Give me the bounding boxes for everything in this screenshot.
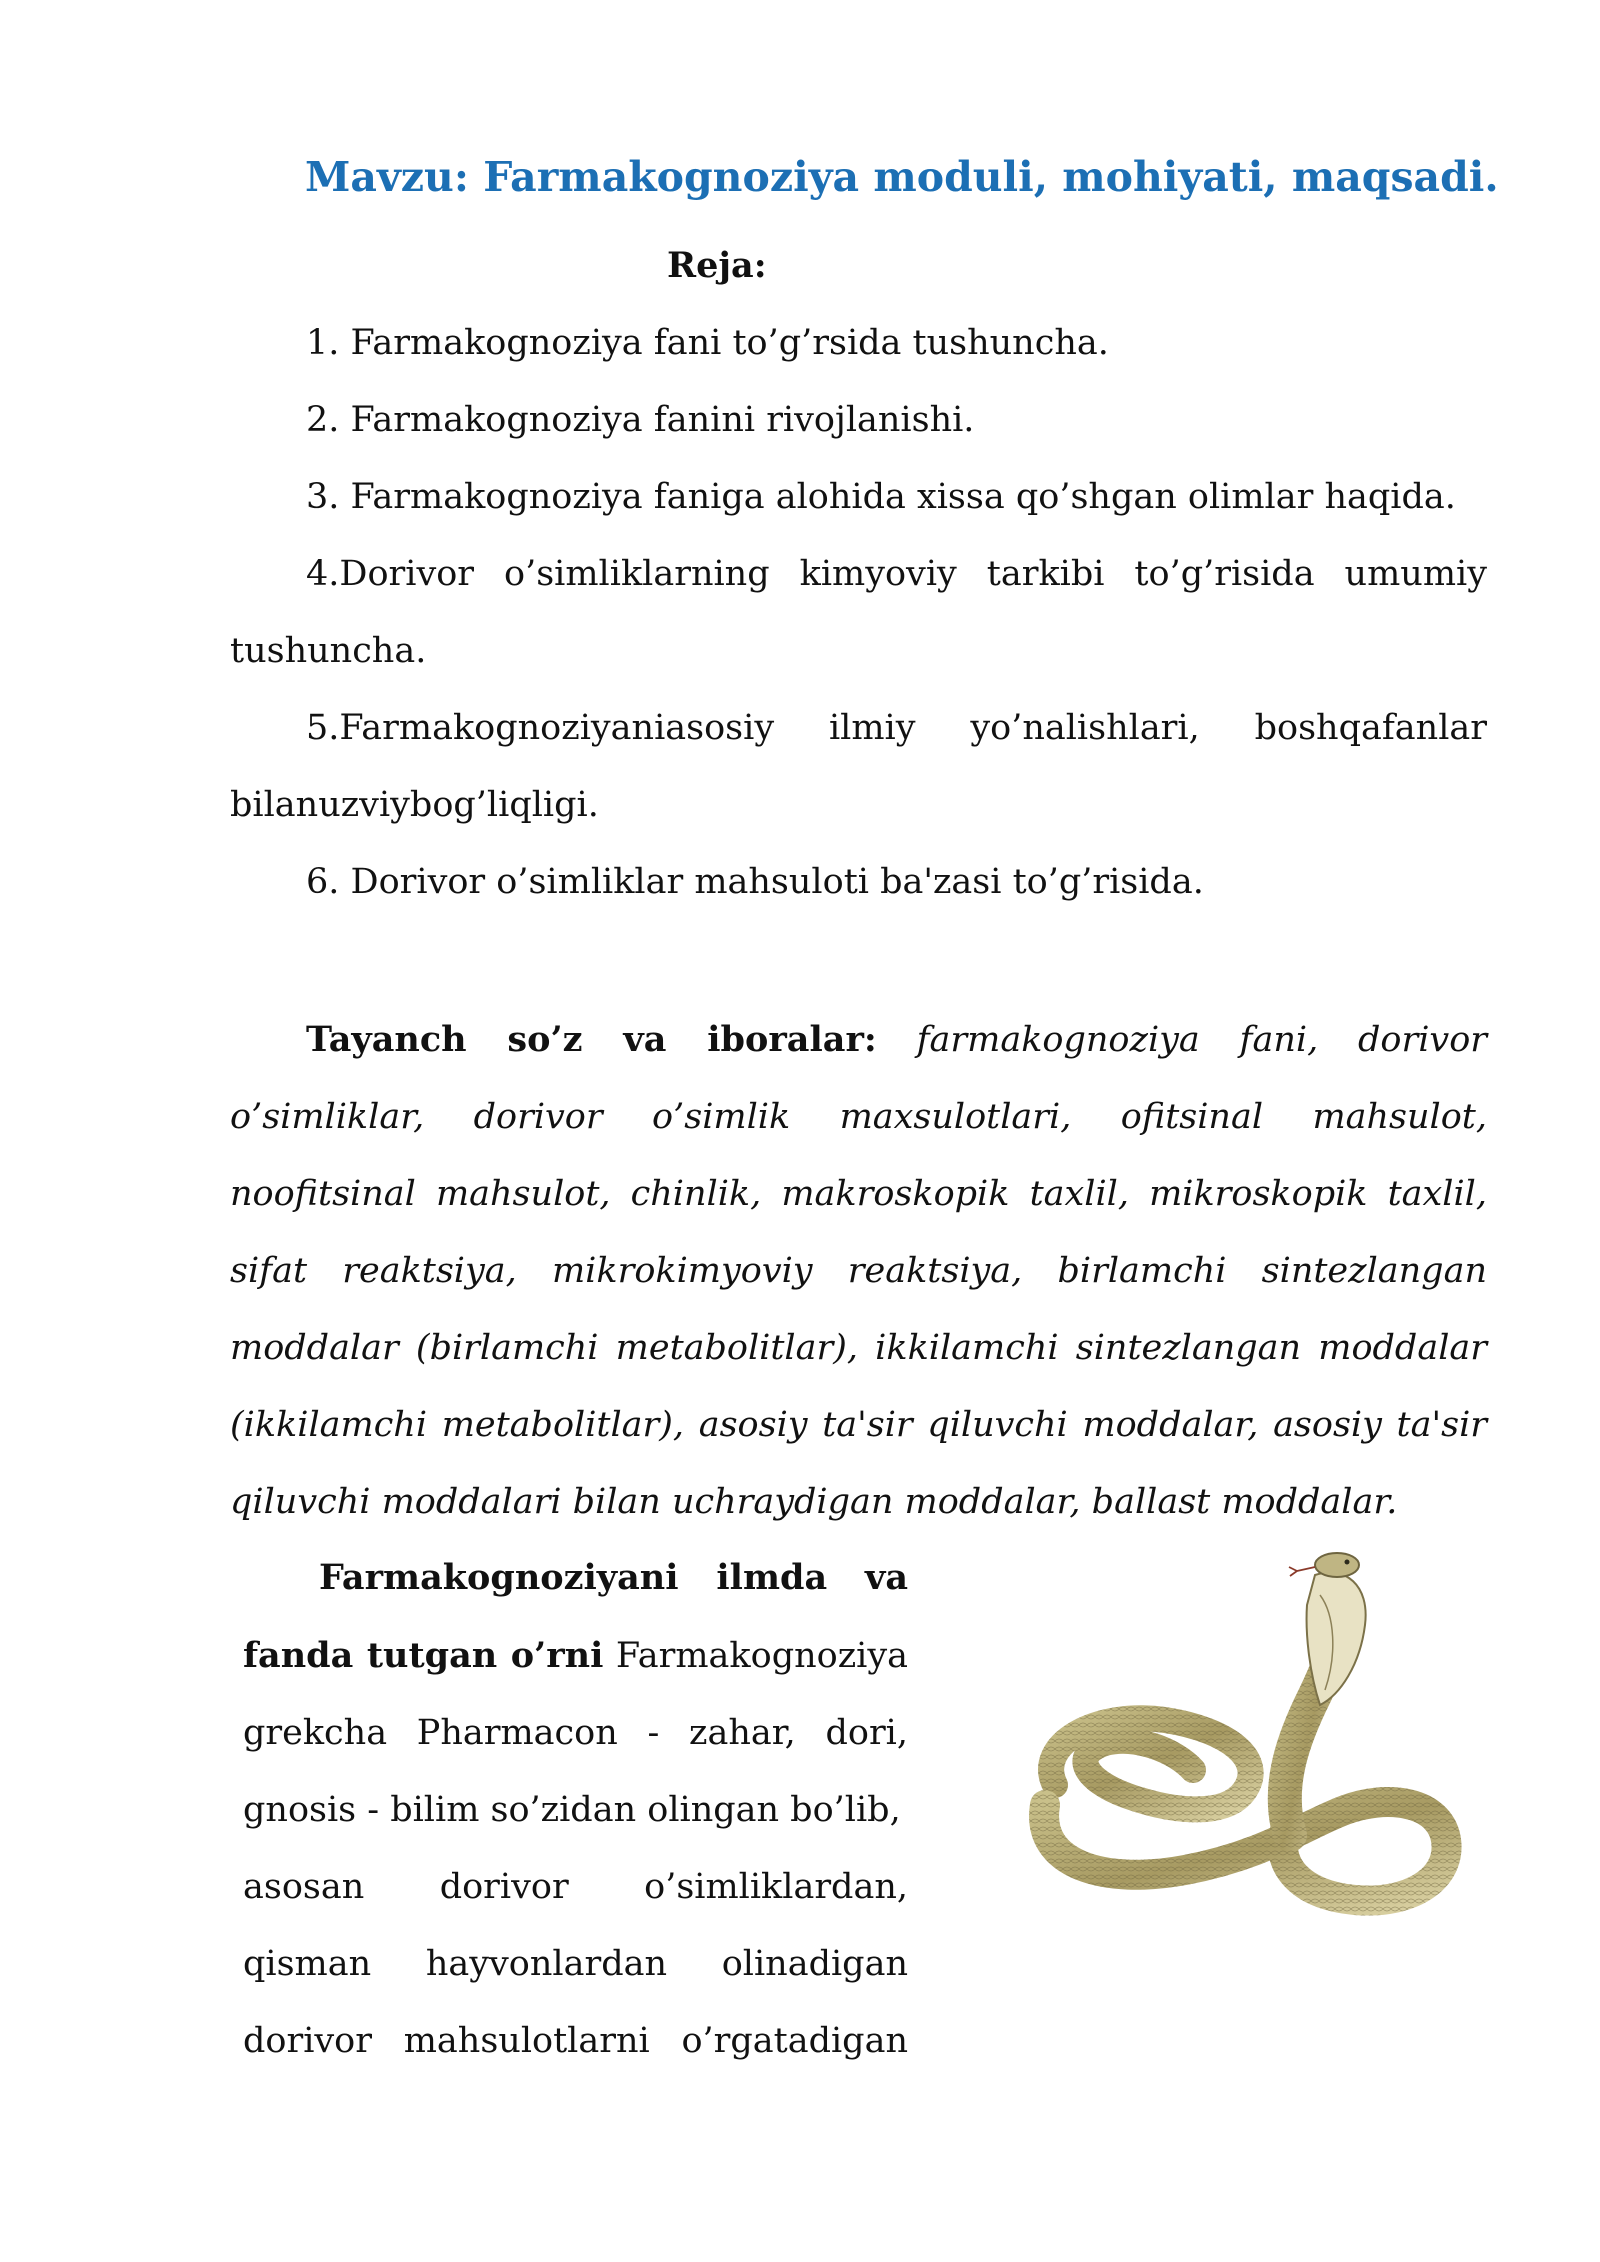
plan-item-2: 2. Farmakognoziya fanini rivojlanishi. <box>306 400 975 440</box>
plan-item-1: 1. Farmakognoziya fani to’g’rsida tushuncha. <box>306 323 1109 363</box>
cobra-icon <box>1015 1545 1475 1945</box>
keywords-paragraph <box>230 1001 1487 1541</box>
page-title: Mavzu: Farmakognoziya moduli, mohiyati, maqsadi. <box>305 153 1499 201</box>
section-line-1 <box>243 1617 908 1695</box>
keywords-line-5: moddalar (birlamchi metabolitlar), ikkilamchi sintezlangan moddalar <box>230 1328 1487 1368</box>
section-text-1: Farmakognoziya <box>603 1636 908 1676</box>
plan-heading: Reja: <box>667 245 767 286</box>
keywords-line-7: qiluvchi moddalari bilan uchraydigan moddalar, ballast moddalar. <box>230 1482 1398 1522</box>
section-line-4: asosan dorivor o’simliklardan, <box>243 1867 908 1907</box>
plan-item-3: 3. Farmakognoziya faniga alohida xissa qo’shgan olimlar haqida. <box>306 477 1456 517</box>
section-line-3: gnosis - bilim so’zidan olingan bo’lib, <box>243 1790 901 1830</box>
section-line-5: qisman hayvonlardan olinadigan <box>243 1944 908 1984</box>
keywords-label: Tayanch so’z va iboralar: <box>306 1019 877 1060</box>
section-text <box>243 1539 908 2080</box>
section-line-6: dorivor mahsulotlarni o’rgatadigan <box>243 2021 908 2061</box>
keywords-line-6: (ikkilamchi metabolitlar), asosiy ta'sir qiluvchi moddalar, asosiy ta'sir <box>230 1405 1487 1445</box>
keywords-text-1: farmakognoziya fani, dorivor <box>876 1020 1487 1060</box>
plan-item-4-cont: tushuncha. <box>230 631 427 671</box>
plan-item-5-cont: bilanuzviybog’liqligi. <box>230 785 599 825</box>
keywords-line-2: o’simliklar, dorivor o’simlik maxsulotlari, ofitsinal mahsulot, <box>230 1097 1487 1137</box>
cobra-snake-illustration <box>1015 1545 1475 1945</box>
keywords-line-1 <box>230 1001 1487 1079</box>
section-heading-2: fanda tutgan o’rni <box>243 1635 604 1676</box>
section-heading-1: Farmakognoziyani ilmda va <box>319 1557 908 1598</box>
section-line-2: grekcha Pharmacon - zahar, dori, <box>243 1713 908 1753</box>
plan-item-6: 6. Dorivor o’simliklar mahsuloti ba'zasi to’g’risida. <box>306 862 1204 902</box>
keywords-line-4: sifat reaktsiya, mikrokimyoviy reaktsiya, birlamchi sintezlangan <box>230 1251 1487 1291</box>
plan-item-4: 4.Dorivor o’simliklarning kimyoviy tarkibi to’g’risida umumiy <box>306 554 1487 594</box>
plan-list <box>230 305 1487 921</box>
section-heading-line-1 <box>243 1539 908 1617</box>
keywords-line-3: noofitsinal mahsulot, chinlik, makroskopik taxlil, mikroskopik taxlil, <box>230 1174 1487 1214</box>
plan-item-5: 5.Farmakognoziyaniasosiy ilmiy yo’nalishlari, boshqafanlar <box>306 708 1487 748</box>
